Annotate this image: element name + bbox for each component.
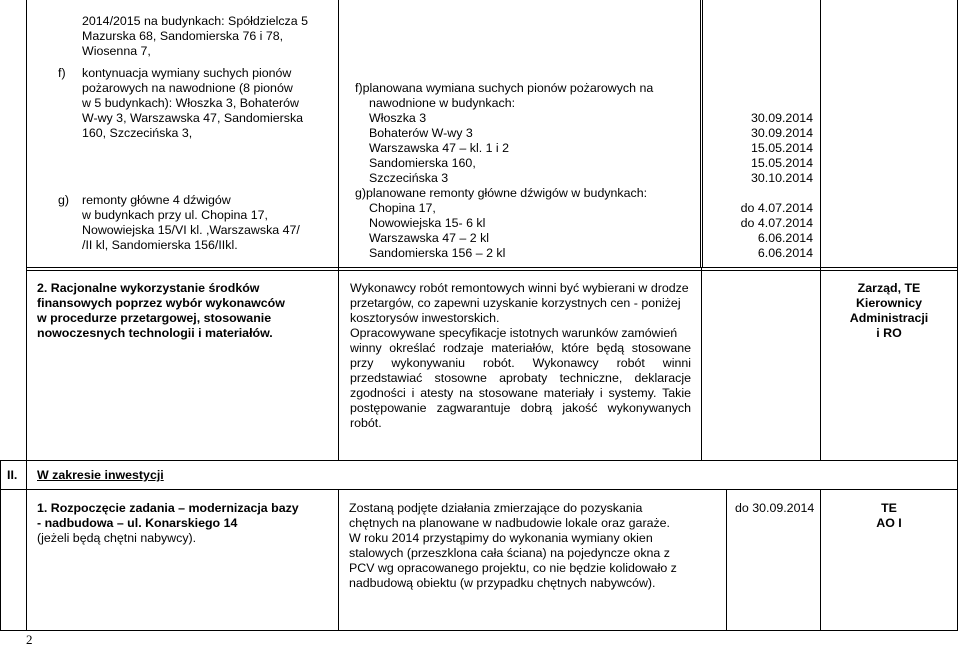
section-2-desc-line: przetargów, co zapewni uzyskanie korzystnych cen - poniżej: [350, 296, 681, 310]
task-title-line: 1. Rozpoczęcie zadania – modernizacja bazy: [37, 501, 299, 515]
date-value: do 4.07.2014: [740, 201, 813, 215]
responsible-line: Kierownicy: [855, 296, 923, 310]
planned-g-item: Sandomierska 156 – 2 kl: [369, 246, 506, 260]
page-number: 2: [26, 632, 33, 647]
section-II-number-divider: [26, 460, 27, 630]
section-II-number: II.: [7, 468, 18, 482]
section-2-responsible: [821, 281, 957, 341]
planned-f-item: Szczecińska 3: [369, 171, 449, 185]
column-divider-1: [338, 0, 339, 460]
intro-line: Mazurska 68, Sandomierska 76 i 78,: [82, 29, 284, 43]
section-2-title-line: 2. Racjonalne wykorzystanie środków: [37, 281, 260, 295]
task-note: (jeżeli będą chętni nabywcy).: [37, 531, 197, 545]
item-g-line: w budynkach przy ul. Chopina 17,: [82, 208, 268, 222]
intro-line: 2014/2015 na budynkach: Spółdzielcza 5: [82, 14, 308, 28]
planned-works: [355, 81, 653, 261]
date-value: 30.10.2014: [750, 171, 813, 185]
section-II-description: [349, 501, 677, 591]
row-rule-2: [0, 460, 958, 461]
date-value: 15.05.2014: [750, 141, 813, 155]
section-II-task: [37, 501, 299, 546]
section-2-desc-line: postępowanie zagwarantuje dobrą jakość wykonywanych: [350, 401, 691, 415]
item-f-line: W-wy 3, Warszawska 47, Sandomierska: [82, 111, 304, 125]
item-g-line: /II kl, Sandomierska 156/IIkl.: [82, 238, 238, 252]
planned-g-item: Nowowiejska 15- 6 kl: [369, 216, 486, 230]
section-II-desc-line: Zostaną podjęte działania zmierzające do pozyskania: [349, 501, 643, 515]
section-II-desc-line: nadbudową obiektu (w przypadku chętnych nabywców).: [349, 576, 656, 590]
planned-f-item: Włoszka 3: [369, 111, 427, 125]
item-f-marker: f): [58, 66, 66, 80]
responsible-line: AO I: [876, 516, 902, 530]
intro-line: Wiosenna 7,: [82, 44, 151, 58]
section-II-responsible: [821, 501, 957, 531]
section-2-title-line: finansowych poprzez wybór wykonawców: [37, 296, 285, 310]
column-divider-2b: [701, 267, 702, 460]
section-2-desc-line: Opracowywane specyfikacje istotnych warunków zamówień: [350, 326, 678, 340]
date-value: 30.09.2014: [750, 111, 813, 125]
section-2-title-line: nowoczesnych technologii i materiałów.: [37, 326, 273, 340]
planned-f-item: Bohaterów W-wy 3: [369, 126, 473, 140]
item-f-line: kontynuacja wymiany suchych pionów: [82, 66, 292, 80]
responsible-line: Zarząd, TE: [857, 281, 921, 295]
planned-f-header: nawodnione w budynkach:: [369, 96, 516, 110]
responsible-line: i RO: [876, 326, 902, 340]
planned-g-item: Warszawska 47 – 2 kl: [369, 231, 490, 245]
intro-text: [82, 14, 308, 59]
section-II-left-border: [0, 460, 1, 630]
section-2-desc-line: winny określać rodzaje materiałów, które będą stosowane: [350, 341, 691, 355]
section-II-heading: W zakresie inwestycji: [37, 468, 164, 482]
section-2-title-line: w procedurze przetargowej, stosowanie: [37, 311, 272, 325]
section-II-desc-line: chętnych na planowane w nadbudowie lokale oraz garaże.: [349, 516, 670, 530]
section-2-desc-line: przy wykonywaniu robót. Wykonawcy robót winni: [350, 356, 691, 370]
item-g-line: remonty główne 4 dźwigów: [82, 193, 231, 207]
responsible-line: TE: [881, 501, 897, 515]
row-rule-4: [0, 630, 958, 631]
section-II-col-divider-2: [726, 489, 727, 630]
section-II-deadline: do 30.09.2014: [735, 501, 815, 515]
row-rule-1: [26, 267, 958, 268]
date-value: 15.05.2014: [750, 156, 813, 170]
date-spacer: [704, 186, 813, 201]
section-2-desc-line: zgodności i atesty na stosowane materiały i systemy. Takie: [350, 386, 691, 400]
item-g-marker: g): [58, 193, 70, 207]
date-value: 30.09.2014: [750, 126, 813, 140]
section-2-desc-line: kosztorysów inwestorskich.: [350, 311, 500, 325]
item-f-line: w 5 budynkach): Włoszka 3, Bohaterów: [82, 96, 299, 110]
item-f-line: pożarowych na nawodnione (8 pionów: [82, 81, 293, 95]
item-g-line: Nowowiejska 15/VI kl. ,Warszawska 47/: [82, 223, 300, 237]
planned-g-item: Chopina 17,: [369, 201, 436, 215]
planned-f-item: Sandomierska 160,: [369, 156, 476, 170]
column-divider-2: [700, 0, 703, 267]
planned-f-item: Warszawska 47 – kl. 1 i 2: [369, 141, 510, 155]
date-value: 6.06.2014: [757, 231, 813, 245]
section-II-col-divider-1: [338, 489, 339, 630]
item-f-line: 160, Szczecińska 3,: [82, 126, 193, 140]
row-rule-3: [0, 489, 958, 490]
section-2-desc-line: przedstawiać stosowne aprobaty techniczne, deklaracje: [350, 371, 691, 385]
date-value: 6.06.2014: [757, 246, 813, 260]
date-value: do 4.07.2014: [740, 216, 813, 230]
planned-f-header: f)planowana wymiana suchych pionów pożarowych na: [355, 81, 654, 95]
section-II-desc-line: stalowych (przeszklona cała ściana) na pojedyncze okna z: [349, 546, 670, 560]
section-2-title: [37, 281, 285, 341]
table-border-right: [957, 0, 958, 630]
task-title-line: - nadbudowa – ul. Konarskiego 14: [37, 516, 238, 530]
section-II-desc-line: W roku 2014 przystąpimy do wykonania wymiany okien: [349, 531, 653, 545]
row-rule-1b: [26, 270, 958, 271]
section-II-desc-line: PCV wg opracowanego projektu, co nie będzie kolidowało z: [349, 561, 677, 575]
section-2-desc-line: robót.: [350, 416, 382, 430]
responsible-line: Administracji: [849, 311, 929, 325]
section-2-desc-line: Wykonawcy robót remontowych winni być wybierani w drodze: [350, 281, 689, 295]
section-2-description: [350, 281, 691, 431]
planned-g-header: g)planowane remonty główne dźwigów w budynkach:: [355, 186, 648, 200]
dates-column: [704, 111, 813, 261]
column-divider-3: [820, 0, 821, 460]
